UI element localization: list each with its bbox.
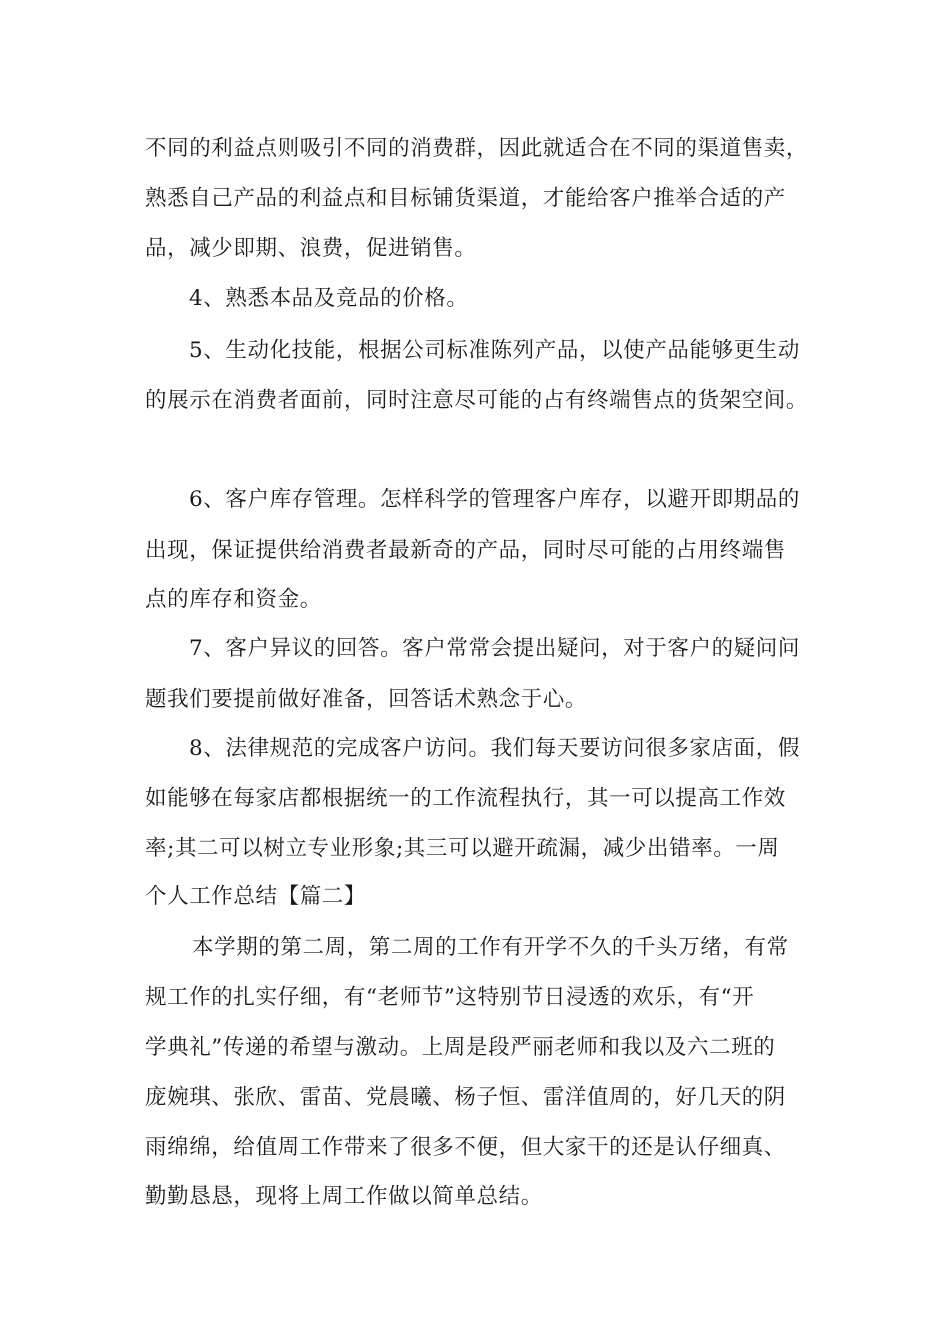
text-line: 不同的利益点则吸引不同的消费群，因此就适合在不同的渠道售卖， [145,136,809,161]
text-line: 的展示在消费者面前，同时注意尽可能的占有终端售点的货架空间。 [145,388,809,413]
text-line: 4、熟悉本品及竞品的价格。 [189,286,469,311]
text-line: 熟悉自己产品的利益点和目标铺货渠道，才能给客户推举合适的产 [145,186,786,211]
text-line: 5、生动化技能，根据公司标准陈列产品，以使产品能够更生动 [189,338,800,363]
section-heading: 个人工作总结【篇二】 [145,884,367,909]
text-line: 题我们要提前做好准备，回答话术熟念于心。 [145,687,588,712]
text-line: 规工作的扎实仔细，有“老师节”这特别节日浸透的欢乐，有“开 [145,985,755,1010]
text-line: 本学期的第二周，第二周的工作有开学不久的千头万绪，有常 [192,935,789,960]
text-line: 6、客户库存管理。怎样科学的管理客户库存，以避开即期品的 [189,487,800,512]
text-line: 点的库存和资金。 [145,587,322,612]
text-line: 率;其二可以树立专业形象;其三可以避开疏漏，减少出错率。一周 [145,836,780,861]
text-line: 品，减少即期、浪费，促进销售。 [145,236,477,261]
text-line: 8、法律规范的完成客户访问。我们每天要访问很多家店面，假 [189,736,800,761]
text-line: 雨绵绵，给值周工作带来了很多不便，但大家干的还是认仔细真、 [145,1135,786,1160]
text-line: 如能够在每家店都根据统一的工作流程执行，其一可以提高工作效 [145,786,786,811]
text-line: 7、客户异议的回答。客户常常会提出疑问，对于客户的疑问问 [189,636,800,661]
text-line: 勤勤恳恳，现将上周工作做以简单总结。 [145,1184,543,1209]
text-line: 出现，保证提供给消费者最新奇的产品，同时尽可能的占用终端售 [145,538,786,563]
text-line: 学典礼”传递的希望与激动。上周是段严丽老师和我以及六二班的 [145,1035,776,1060]
text-line: 庞婉琪、张欣、雷苗、党晨曦、杨子恒、雷洋值周的，好几天的阴 [145,1085,786,1110]
